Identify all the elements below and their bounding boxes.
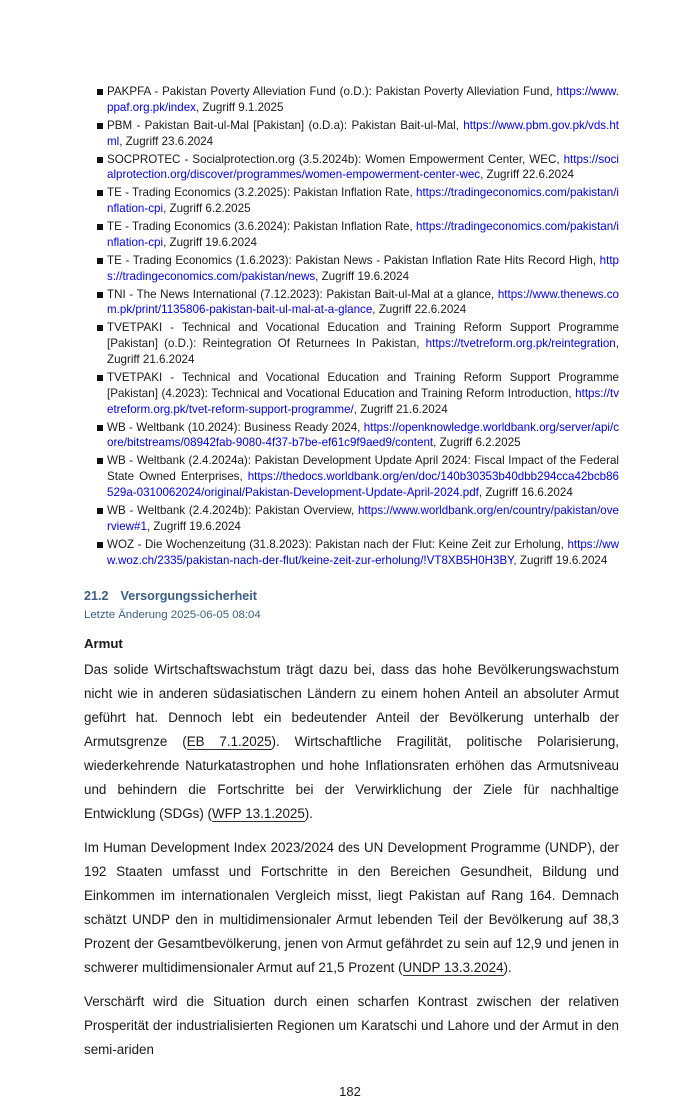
reference-text: WB - Weltbank (2.4.2024b): Pakistan Overview,	[107, 503, 358, 517]
last-changed: Letzte Änderung 2025-06-05 08:04	[84, 609, 261, 622]
reference-item	[84, 185, 619, 217]
bullet-icon	[97, 542, 103, 548]
reference-access-date: , Zugriff 22.6.2024	[480, 168, 574, 182]
reference-item	[84, 287, 619, 319]
bullet-icon	[97, 258, 103, 264]
text: Das solide Wirtschaftswachstum trägt dazu bei, dass das hohe Bevölkerungswachstum nicht wie in anderen südasiatischen Ländern zu einem hohen Anteil an absoluter Armut geführt hat. Dennoch lebt ein bedeutender Anteil der Bevölkerung unterhalb der Armutsgrenze (	[84, 662, 619, 750]
reference-item	[84, 219, 619, 251]
reference-link[interactable]: https://tvetreform.org.pk/reintegration	[425, 337, 616, 351]
reference-link[interactable]: https://tradingeconomics.com/pakistan/news	[107, 253, 619, 283]
reference-link[interactable]: https://www.pbm.gov.pk/vds.html	[107, 118, 619, 148]
bullet-icon	[97, 458, 103, 464]
reference-text: TE - Trading Economics (3.2.2025): Pakistan Inflation Rate,	[107, 186, 416, 200]
reference-access-date: , Zugriff 19.6.2024	[315, 269, 410, 283]
reference-link[interactable]: https://tradingeconomics.com/pakistan/inflation-cpi	[107, 186, 619, 216]
reference-text: TE - Trading Economics (1.6.2023): Pakistan News - Pakistan Inflation Rate Hits Record High,	[107, 253, 600, 267]
reference-item	[84, 453, 619, 500]
reference-text: TVETPAKI - Technical and Vocational Education and Training Reform Support Programme [Pakistan] (4.2023): Technical and Vocational Education and Training Reform Introduction,	[107, 371, 619, 400]
paragraph	[84, 990, 619, 1062]
text: ).	[304, 806, 313, 822]
text: ).	[503, 960, 512, 976]
reference-access-date: , Zugriff 21.6.2024	[107, 337, 619, 367]
citation-link[interactable]: EB 7.1.2025	[186, 734, 272, 750]
reference-item	[84, 537, 619, 569]
reference-item	[84, 84, 619, 116]
reference-access-date: , Zugriff 23.6.2024	[119, 134, 214, 148]
bullet-icon	[97, 375, 103, 381]
reference-access-date: , Zugriff 19.6.2024	[163, 235, 257, 249]
section-title: Versorgungssicherheit	[120, 589, 257, 604]
reference-link[interactable]: https://tvetreform.org.pk/tvet-reform-support-programme/	[107, 386, 619, 416]
reference-item	[84, 320, 619, 367]
bullet-icon	[97, 123, 103, 129]
section-heading	[84, 588, 619, 604]
reference-access-date: , Zugriff 9.1.2025	[195, 100, 284, 114]
reference-text: WB - Weltbank (10.2024): Business Ready 2024,	[107, 420, 364, 434]
reference-link[interactable]: https://www.worldbank.org/en/country/pakistan/overview#1	[107, 503, 619, 533]
reference-text: WB - Weltbank (2.4.2024a): Pakistan Development Update April 2024: Fiscal Impact of the Federal State Owned Enterprises,	[107, 454, 619, 484]
bullet-icon	[97, 292, 103, 298]
reference-access-date: , Zugriff 19.6.2024	[513, 553, 608, 567]
page-number: 182	[339, 1084, 361, 1100]
reference-text: SOCPROTEC - Socialprotection.org (3.5.2024b): Women Empowerment Center, WEC,	[107, 152, 564, 166]
citation-link[interactable]: UNDP 13.3.2024	[402, 960, 504, 976]
section-number: 21.2	[84, 589, 109, 604]
reference-text: PBM - Pakistan Bait-ul-Mal [Pakistan] (o.D.a): Pakistan Bait-ul-Mal,	[107, 118, 464, 132]
reference-link[interactable]: https://thedocs.worldbank.org/en/doc/140b30353b40dbb294cca42bcb86529a-0310062024/original/Pakistan-Development-Update-April-2024.pdf	[107, 470, 619, 499]
reference-list	[84, 84, 619, 568]
reference-text: TE - Trading Economics (3.6.2024): Pakistan Inflation Rate,	[107, 220, 416, 234]
reference-link[interactable]: https://socialprotection.org/discover/programmes/women-empowerment-center-wec	[107, 152, 619, 182]
reference-access-date: , Zugriff 6.2.2025	[163, 202, 251, 216]
reference-access-date: , Zugriff 22.6.2024	[372, 303, 467, 317]
reference-link[interactable]: https://openknowledge.worldbank.org/server/api/core/bitstreams/08942fab-9080-4f37-b7be-ef61c9f9aed9/content	[107, 420, 619, 450]
bullet-icon	[97, 224, 103, 230]
reference-item	[84, 118, 619, 150]
reference-item	[84, 253, 619, 285]
reference-link[interactable]: https://www.ppaf.org.pk/index	[107, 85, 619, 114]
reference-text: TVETPAKI - Technical and Vocational Education and Training Reform Support Programme [Pakistan] (o.D.): Reintegration Of Returnees In Pakistan,	[107, 321, 619, 351]
paragraph	[84, 836, 619, 980]
subheading: Armut	[84, 636, 123, 652]
reference-item	[84, 152, 619, 184]
reference-link[interactable]: https://tradingeconomics.com/pakistan/inflation-cpi	[107, 220, 619, 249]
bullet-icon	[97, 325, 103, 331]
bullet-icon	[97, 508, 103, 514]
bullet-icon	[97, 425, 103, 431]
reference-access-date: , Zugriff 19.6.2024	[146, 519, 241, 533]
text: ). Wirtschaftliche Fragilität, politische Polarisierung, wiederkehrende Naturkatastrophen und hohe Inflationsraten erhöhen das Armutsniveau und behindern die Fortschritte bei der Verwirklichung der Ziele für nachhaltige Entwicklung (SDGs) (	[84, 734, 620, 822]
reference-text: TNI - The News International (7.12.2023): Pakistan Bait-ul-Mal at a glance,	[107, 287, 498, 301]
reference-access-date: , Zugriff 6.2.2025	[433, 436, 521, 450]
reference-item	[84, 503, 619, 535]
bullet-icon	[97, 89, 103, 95]
citation-link[interactable]: WFP 13.1.2025	[211, 806, 305, 822]
text: Verschärft wird die Situation durch einen scharfen Kontrast zwischen der relativen Prosperität der industrialisierten Regionen um Karatschi und Lahore und der Armut in den semi-ariden	[84, 994, 619, 1058]
bullet-icon	[97, 157, 103, 163]
paragraph	[84, 658, 619, 826]
reference-item	[84, 420, 619, 452]
body-text	[84, 658, 619, 1062]
reference-access-date: , Zugriff 16.6.2024	[478, 486, 573, 499]
bullet-icon	[97, 190, 103, 196]
text: Im Human Development Index 2023/2024 des UN Development Programme (UNDP), der 192 Staaten umfasst und Fortschritte in den Bereichen Gesundheit, Bildung und Einkommen im internationalen Vergleich misst, liegt Pakistan auf Rang 164. Demnach schätzt UNDP den in multidimensionaler Armut lebenden Teil der Bevölkerung auf 38,3 Prozent der Gesamtbevölkerung, jenen von Armut gefährdet zu sein auf 12,9 und jenen in schwerer multidimensionaler Armut auf 21,5 Prozent (	[84, 840, 619, 976]
reference-link[interactable]: https://www.thenews.com.pk/print/1135806-pakistan-bait-ul-mal-at-a-glance	[107, 287, 619, 317]
reference-text: PAKPFA - Pakistan Poverty Alleviation Fund (o.D.): Pakistan Poverty Alleviation Fund,	[107, 85, 557, 98]
reference-link[interactable]: https://www.woz.ch/2335/pakistan-nach-der-flut/keine-zeit-zur-erholung/!VT8XB5H0H3BY	[107, 537, 619, 567]
reference-access-date: , Zugriff 21.6.2024	[353, 402, 448, 416]
reference-text: WOZ - Die Wochenzeitung (31.8.2023): Pakistan nach der Flut: Keine Zeit zur Erholung,	[107, 537, 568, 551]
reference-item	[84, 370, 619, 417]
